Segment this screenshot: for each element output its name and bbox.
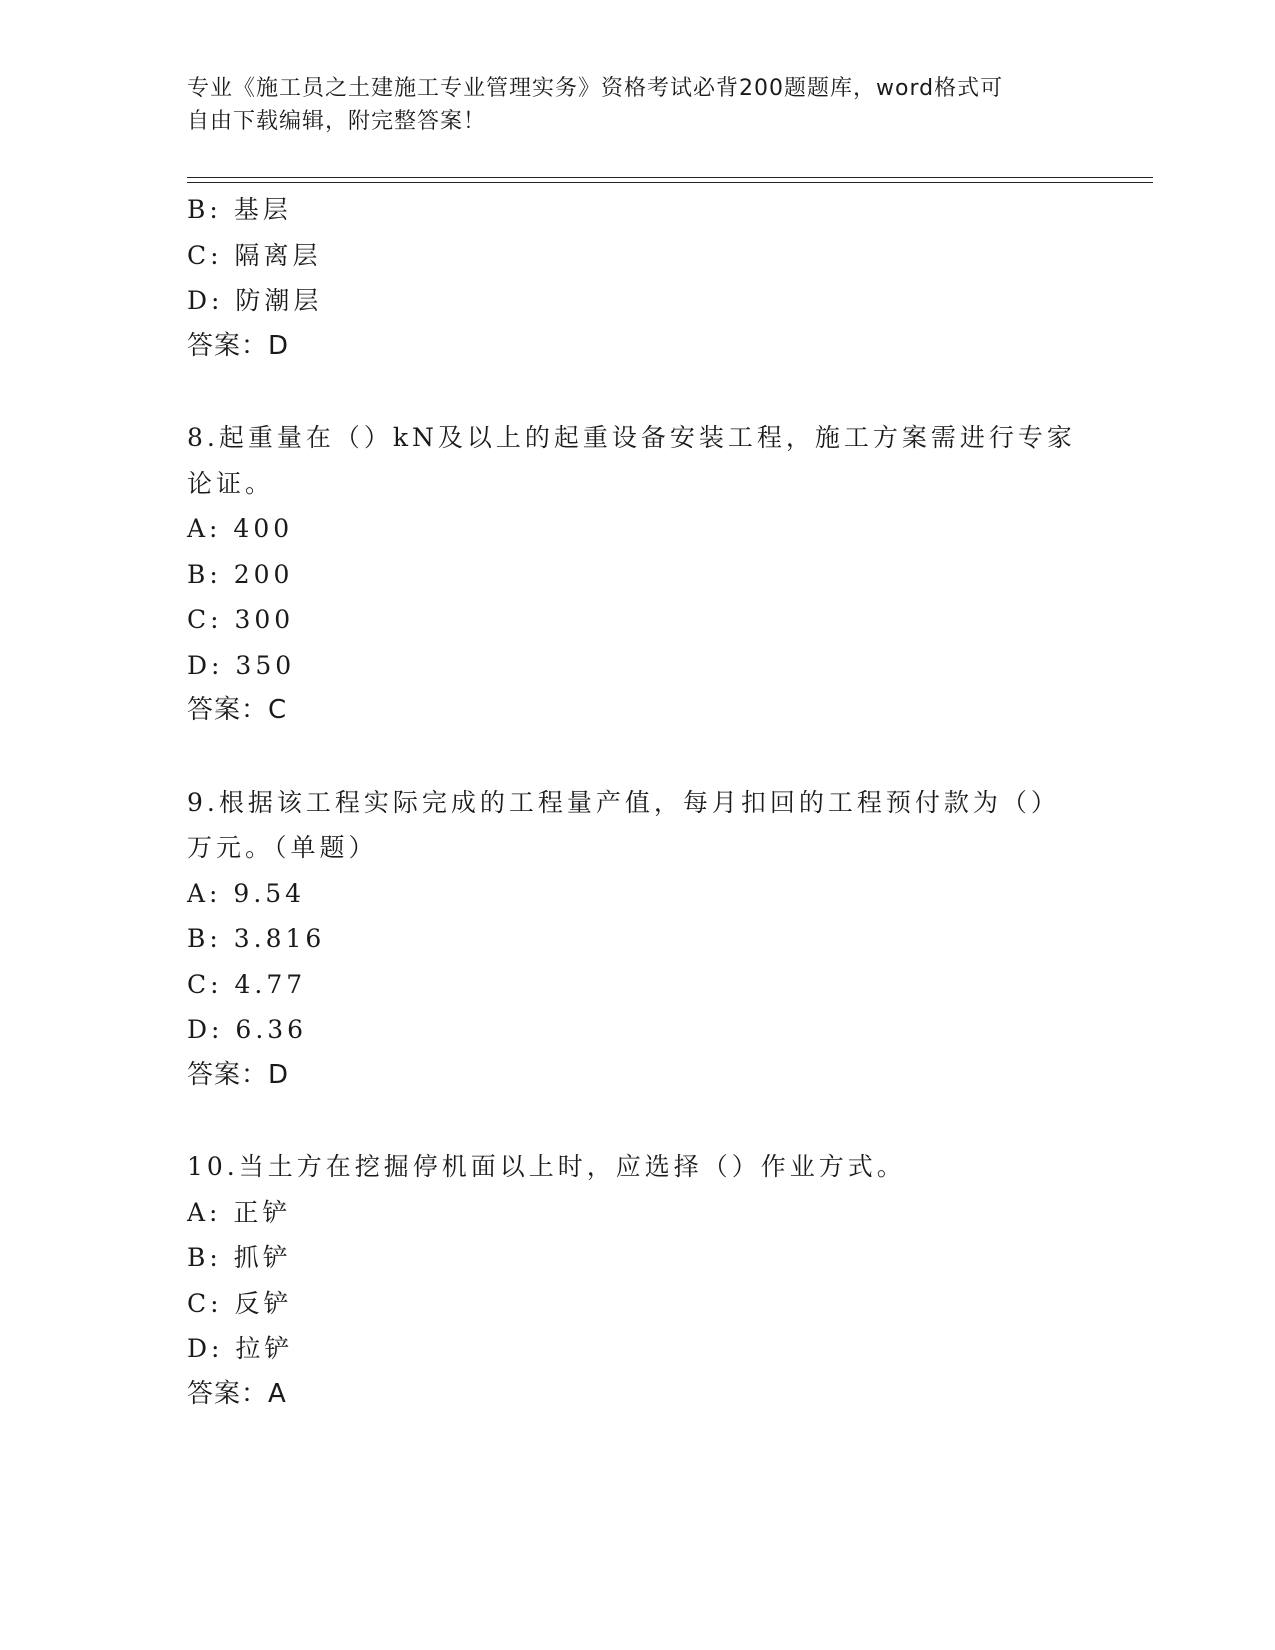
question-text-line-2: 万元。（单题）: [187, 833, 378, 862]
option-c: C: 4.77: [187, 969, 307, 999]
page-header: [187, 72, 1087, 138]
option-a: A: 9.54: [187, 878, 306, 908]
question-text-line-2: 论证。: [187, 468, 275, 498]
spacer: [187, 734, 1087, 780]
question-text-line-1: 9.根据该工程实际完成的工程量产值，每月扣回的工程预付款为（）: [187, 787, 1060, 817]
header-title-line-1: 专业《施工员之土建施工专业管理实务》资格考试必背200题题库，word格式可: [187, 76, 1004, 101]
question-list: [187, 187, 1087, 1417]
option-b: B: 抓铲: [187, 1243, 292, 1272]
option-b: B: 3.816: [187, 924, 326, 953]
question-text-line-1: 10.当土方在挖掘停机面以上时，应选择（）作业方式。: [187, 1152, 906, 1181]
option-b: B: 200: [187, 559, 294, 589]
answer-line: 答案：A: [187, 1378, 287, 1409]
option-c: C: 300: [187, 605, 295, 634]
header-divider-top: [187, 177, 1153, 178]
option-c: C: 反铲: [187, 1288, 293, 1318]
spacer: [187, 1098, 1087, 1144]
question-7-continued: [187, 187, 1087, 369]
question-text-line-1: 8.起重量在（）kN及以上的起重设备安装工程，施工方案需进行专家: [187, 423, 1076, 452]
answer-line: 答案：C: [187, 695, 288, 725]
question-10: [187, 1144, 1087, 1417]
option-d: D: 拉铲: [187, 1334, 294, 1363]
header-title-line-2: 自由下载编辑，附完整答案！: [187, 109, 487, 134]
answer-line: 答案：D: [187, 330, 290, 361]
option-a: A: 400: [187, 514, 294, 543]
option-b: B: 基层: [187, 195, 292, 224]
question-8: [187, 415, 1087, 734]
question-9: [187, 780, 1087, 1099]
option-c: C: 隔离层: [187, 240, 322, 270]
option-d: D: 防潮层: [187, 286, 323, 315]
answer-line: 答案：D: [187, 1059, 290, 1090]
option-d: D: 350: [187, 650, 296, 680]
option-d: D: 6.36: [187, 1015, 308, 1044]
header-divider-bottom: [187, 182, 1153, 183]
spacer: [187, 369, 1087, 415]
option-a: A: 正铲: [187, 1197, 292, 1227]
